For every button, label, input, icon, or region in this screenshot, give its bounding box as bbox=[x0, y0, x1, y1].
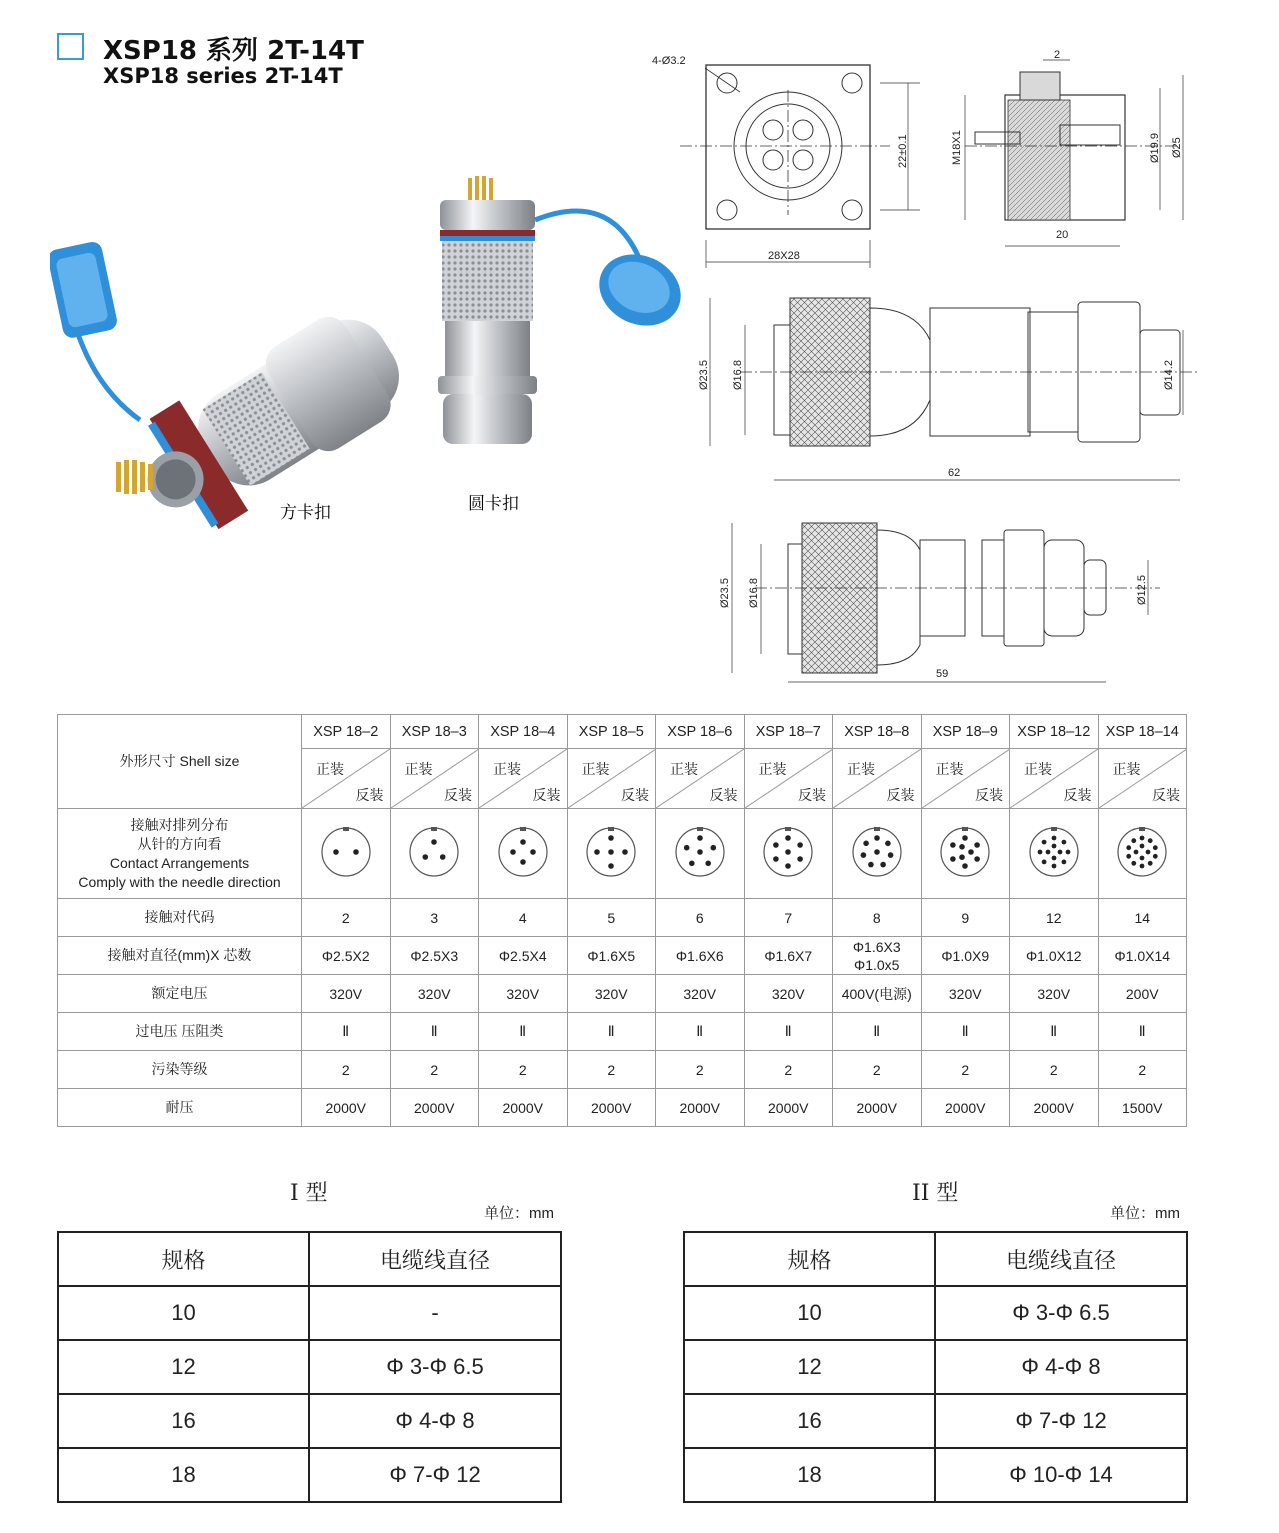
diameter-cell: Φ 4-Φ 8 bbox=[309, 1394, 561, 1448]
pin-layout-icon bbox=[408, 826, 460, 878]
pin-dot bbox=[1146, 850, 1151, 855]
pin-dot bbox=[1148, 861, 1153, 866]
pin-dot bbox=[622, 849, 628, 855]
diameter-cell: Φ1.6X6 bbox=[656, 937, 745, 975]
side-length-dim: 20 bbox=[1056, 229, 1069, 241]
withstand-cell: 2000V bbox=[302, 1089, 391, 1127]
pin-dot bbox=[1140, 836, 1145, 841]
mount-reverse: 反装 bbox=[709, 787, 738, 803]
mount-forward: 正装 bbox=[758, 761, 787, 777]
pin-dot bbox=[608, 835, 614, 841]
model-header: XSP 18–14 bbox=[1098, 715, 1187, 749]
pin-diagram-cell bbox=[921, 809, 1010, 899]
mount-forward: 正装 bbox=[316, 761, 344, 777]
mount-type-cell bbox=[479, 749, 568, 809]
voltage-cell: 320V bbox=[567, 975, 656, 1013]
mount-reverse: 反装 bbox=[975, 787, 1003, 803]
short-outer-dim: Ø23.5 bbox=[719, 578, 731, 608]
pin-dot bbox=[431, 839, 437, 845]
mount-forward: 正装 bbox=[670, 761, 698, 777]
arrangement-label-line: 从针的方向看 bbox=[137, 835, 222, 852]
pin-dot bbox=[689, 861, 695, 867]
pin-dot bbox=[1148, 838, 1153, 843]
withstand-cell: 2000V bbox=[479, 1089, 568, 1127]
type1-table bbox=[57, 1231, 562, 1503]
page-title-en: XSP18 series 2T-14T bbox=[103, 64, 343, 88]
mount-reverse: 反装 bbox=[532, 787, 561, 803]
pin-dot bbox=[950, 842, 956, 848]
pin-key bbox=[697, 827, 703, 831]
voltage-cell: 320V bbox=[1010, 975, 1099, 1013]
pin-dot bbox=[440, 854, 446, 860]
row-label-category: 过电压 压阻类 bbox=[58, 1013, 302, 1051]
pin-dot bbox=[1153, 845, 1158, 850]
diameter-cell: Φ 7-Φ 12 bbox=[309, 1448, 561, 1502]
model-header: XSP 18–4 bbox=[479, 715, 568, 749]
withstand-cell: 1500V bbox=[1098, 1089, 1187, 1127]
pin-diagram-cell bbox=[744, 809, 833, 899]
cable-diameter-header: 电缆线直径 bbox=[935, 1232, 1187, 1286]
mount-reverse: 反装 bbox=[1063, 787, 1092, 803]
diameter-cell: Φ 3-Φ 6.5 bbox=[309, 1340, 561, 1394]
diameter-line: Φ1.6X3 bbox=[852, 938, 901, 955]
pin-dot bbox=[1051, 836, 1056, 841]
pin-dot bbox=[608, 849, 614, 855]
long-outer-dim: Ø23.5 bbox=[698, 360, 710, 390]
pin-dot bbox=[1037, 850, 1042, 855]
pin-key bbox=[962, 827, 968, 831]
round-mount-label: 圆卡扣 bbox=[468, 494, 519, 514]
pin-dot bbox=[1065, 850, 1070, 855]
model-header: XSP 18–9 bbox=[921, 715, 1010, 749]
side-d2-dim: Ø25 bbox=[1171, 137, 1183, 158]
pin-dot bbox=[1045, 850, 1050, 855]
page-title-cn: XSP18 系列 2T-14T bbox=[103, 36, 364, 66]
title-checkbox-icon bbox=[57, 33, 84, 60]
withstand-cell: 2000V bbox=[833, 1089, 922, 1127]
pin-dot bbox=[874, 849, 880, 855]
mount-type-cell bbox=[833, 749, 922, 809]
category-cell: Ⅱ bbox=[479, 1013, 568, 1051]
arrangement-label bbox=[58, 809, 302, 899]
long-length-dim: 62 bbox=[948, 467, 961, 479]
arrangement-label-line: 接触对排列分布 bbox=[130, 816, 229, 833]
pin-dot bbox=[1134, 850, 1139, 855]
category-cell: Ⅱ bbox=[1010, 1013, 1099, 1051]
pin-dot bbox=[510, 849, 516, 855]
pin-dot bbox=[975, 842, 981, 848]
short-length-dim: 59 bbox=[936, 668, 949, 680]
pin-dot bbox=[1041, 860, 1046, 865]
pollution-cell: 2 bbox=[567, 1051, 656, 1089]
side-thread-dim: M18X1 bbox=[951, 130, 963, 165]
pin-key bbox=[874, 827, 880, 831]
short-inner-dim: Ø16.8 bbox=[748, 578, 760, 608]
pin-outline bbox=[410, 828, 458, 876]
pin-dot bbox=[333, 849, 339, 855]
pin-dot bbox=[1140, 864, 1145, 869]
pin-dot bbox=[1061, 860, 1066, 865]
diameter-cell: Φ1.0X14 bbox=[1098, 937, 1187, 975]
type1-unit: 单位：mm bbox=[484, 1205, 554, 1222]
pin-dot bbox=[785, 863, 791, 869]
pin-dot bbox=[863, 841, 869, 847]
pin-outline bbox=[322, 828, 370, 876]
front-width-dim: 28X28 bbox=[768, 250, 800, 262]
pin-dot bbox=[353, 849, 359, 855]
type2-unit: 单位：mm bbox=[1110, 1205, 1180, 1222]
pin-dot bbox=[1140, 844, 1145, 849]
pin-dot bbox=[697, 835, 703, 841]
front-holes-dim: 4-Ø3.2 bbox=[652, 55, 686, 67]
mount-forward: 正装 bbox=[493, 761, 521, 777]
pin-key bbox=[785, 827, 791, 831]
pin-dot bbox=[785, 849, 791, 855]
pin-dot bbox=[608, 863, 614, 869]
mount-reverse: 反装 bbox=[886, 787, 915, 803]
code-cell: 12 bbox=[1010, 899, 1099, 937]
pin-dot bbox=[1127, 845, 1132, 850]
pollution-cell: 2 bbox=[390, 1051, 479, 1089]
pin-dot bbox=[1051, 864, 1056, 869]
arrangement-label-line: Contact Arrangements bbox=[109, 854, 250, 871]
size-cell: 18 bbox=[684, 1448, 935, 1502]
pin-layout-icon bbox=[939, 826, 991, 878]
withstand-cell: 2000V bbox=[744, 1089, 833, 1127]
long-plug-drawing bbox=[710, 298, 1200, 480]
category-cell: Ⅱ bbox=[302, 1013, 391, 1051]
voltage-cell: 320V bbox=[302, 975, 391, 1013]
mount-type-cell bbox=[1010, 749, 1099, 809]
spec-header: 规格 bbox=[58, 1232, 309, 1286]
mount-forward: 正装 bbox=[1024, 761, 1052, 777]
type2-table bbox=[683, 1231, 1188, 1503]
row-label-voltage: 额定电压 bbox=[58, 975, 302, 1013]
pollution-cell: 2 bbox=[302, 1051, 391, 1089]
pin-diagram-cell bbox=[833, 809, 922, 899]
pin-key bbox=[1051, 827, 1057, 831]
diameter-cell: Φ 7-Φ 12 bbox=[935, 1394, 1187, 1448]
diameter-cell: Φ 3-Φ 6.5 bbox=[935, 1286, 1187, 1340]
pin-layout-icon bbox=[762, 826, 814, 878]
mount-reverse: 反装 bbox=[355, 787, 384, 803]
pin-dot bbox=[1153, 854, 1158, 859]
mount-reverse: 反装 bbox=[1152, 787, 1180, 803]
voltage-cell: 200V bbox=[1098, 975, 1187, 1013]
pin-dot bbox=[773, 856, 779, 862]
code-cell: 7 bbox=[744, 899, 833, 937]
cable-diameter-header: 电缆线直径 bbox=[309, 1232, 561, 1286]
pin-dot bbox=[962, 863, 968, 869]
diameter-cell: Φ1.6X5 bbox=[567, 937, 656, 975]
spec-table bbox=[57, 714, 1187, 1127]
category-cell: Ⅱ bbox=[567, 1013, 656, 1051]
pin-dot bbox=[710, 845, 716, 851]
pin-diagram-cell bbox=[479, 809, 568, 899]
voltage-cell: 320V bbox=[479, 975, 568, 1013]
mount-reverse: 反装 bbox=[444, 787, 472, 803]
code-cell: 2 bbox=[302, 899, 391, 937]
pin-key bbox=[431, 827, 437, 831]
code-cell: 14 bbox=[1098, 899, 1187, 937]
voltage-cell: 320V bbox=[656, 975, 745, 1013]
voltage-cell: 320V bbox=[744, 975, 833, 1013]
front-view-drawing bbox=[680, 65, 920, 268]
pin-layout-icon bbox=[674, 826, 726, 878]
pin-dot bbox=[959, 854, 965, 860]
long-cable-dim: Ø14.2 bbox=[1163, 360, 1175, 390]
pin-dot bbox=[874, 835, 880, 841]
model-header: XSP 18–5 bbox=[567, 715, 656, 749]
pin-key bbox=[608, 827, 614, 831]
product-photos bbox=[50, 170, 690, 530]
row-label-code: 接触对代码 bbox=[58, 899, 302, 937]
square-flange-connector-image bbox=[50, 240, 422, 530]
short-cable-dim: Ø12.5 bbox=[1136, 575, 1148, 605]
code-cell: 8 bbox=[833, 899, 922, 937]
spec-header: 规格 bbox=[684, 1232, 935, 1286]
mount-forward: 正装 bbox=[581, 761, 610, 777]
mount-type-cell bbox=[744, 749, 833, 809]
pin-dot bbox=[530, 849, 536, 855]
withstand-cell: 2000V bbox=[567, 1089, 656, 1127]
pollution-cell: 2 bbox=[833, 1051, 922, 1089]
code-cell: 4 bbox=[479, 899, 568, 937]
mount-forward: 正装 bbox=[935, 761, 964, 777]
pin-dot bbox=[594, 849, 600, 855]
mount-type-cell bbox=[1098, 749, 1187, 809]
pin-dot bbox=[1061, 840, 1066, 845]
pin-layout-icon bbox=[585, 826, 637, 878]
pin-layout-icon bbox=[851, 826, 903, 878]
diameter-cell bbox=[833, 937, 922, 975]
pin-dot bbox=[1140, 856, 1145, 861]
pin-dot bbox=[773, 842, 779, 848]
model-header: XSP 18–6 bbox=[656, 715, 745, 749]
pin-outline bbox=[499, 828, 547, 876]
mount-type-cell bbox=[656, 749, 745, 809]
pin-dot bbox=[520, 839, 526, 845]
code-cell: 9 bbox=[921, 899, 1010, 937]
square-mount-label: 方卡扣 bbox=[280, 503, 331, 523]
type1-title: I 型 bbox=[290, 1181, 328, 1206]
pin-key bbox=[1139, 827, 1145, 831]
pin-layout-icon bbox=[497, 826, 549, 878]
diameter-cell: - bbox=[309, 1286, 561, 1340]
front-height-dim: 22±0.1 bbox=[897, 134, 909, 168]
size-cell: 16 bbox=[58, 1394, 309, 1448]
diameter-cell: Φ1.0X12 bbox=[1010, 937, 1099, 975]
model-header: XSP 18–3 bbox=[390, 715, 479, 749]
row-label-withstand: 耐压 bbox=[58, 1089, 302, 1127]
code-cell: 6 bbox=[656, 899, 745, 937]
model-header: XSP 18–12 bbox=[1010, 715, 1099, 749]
withstand-cell: 2000V bbox=[390, 1089, 479, 1127]
pin-diagram-cell bbox=[1010, 809, 1099, 899]
size-cell: 16 bbox=[684, 1394, 935, 1448]
pin-outline bbox=[1118, 828, 1166, 876]
pin-dot bbox=[885, 841, 891, 847]
code-cell: 5 bbox=[567, 899, 656, 937]
pin-key bbox=[343, 827, 349, 831]
voltage-cell: 320V bbox=[921, 975, 1010, 1013]
model-header: XSP 18–8 bbox=[833, 715, 922, 749]
diameter-cell: Φ2.5X2 bbox=[302, 937, 391, 975]
withstand-cell: 2000V bbox=[1010, 1089, 1099, 1127]
type2-title: II 型 bbox=[912, 1181, 959, 1206]
diameter-cell: Φ 10-Φ 14 bbox=[935, 1448, 1187, 1502]
mount-forward: 正装 bbox=[1112, 761, 1141, 777]
size-cell: 10 bbox=[58, 1286, 309, 1340]
pin-layout-icon bbox=[320, 826, 372, 878]
diameter-cell: Φ2.5X4 bbox=[479, 937, 568, 975]
model-header: XSP 18–7 bbox=[744, 715, 833, 749]
mount-type-cell bbox=[921, 749, 1010, 809]
pin-dot bbox=[959, 844, 965, 850]
category-cell: Ⅱ bbox=[656, 1013, 745, 1051]
pin-diagram-cell bbox=[567, 809, 656, 899]
mount-forward: 正装 bbox=[847, 761, 875, 777]
side-top-dim: 2 bbox=[1054, 49, 1061, 61]
pin-dot bbox=[1041, 840, 1046, 845]
technical-drawings bbox=[640, 40, 1200, 700]
pollution-cell: 2 bbox=[921, 1051, 1010, 1089]
category-cell: Ⅱ bbox=[921, 1013, 1010, 1051]
pin-dot bbox=[880, 862, 886, 868]
code-cell: 3 bbox=[390, 899, 479, 937]
diameter-cell: Φ1.6X7 bbox=[744, 937, 833, 975]
diameter-cell: Φ2.5X3 bbox=[390, 937, 479, 975]
withstand-cell: 2000V bbox=[921, 1089, 1010, 1127]
voltage-cell: 320V bbox=[390, 975, 479, 1013]
row-label-diameter: 接触对直径(mm)X 芯数 bbox=[58, 937, 302, 975]
pin-dot bbox=[684, 845, 690, 851]
mount-forward: 正装 bbox=[404, 761, 433, 777]
mount-reverse: 反装 bbox=[621, 787, 649, 803]
mount-type-cell bbox=[567, 749, 656, 809]
diameter-line: Φ1.0x5 bbox=[854, 956, 900, 973]
pin-dot bbox=[697, 849, 703, 855]
category-cell: Ⅱ bbox=[744, 1013, 833, 1051]
pollution-cell: 2 bbox=[479, 1051, 568, 1089]
category-cell: Ⅱ bbox=[833, 1013, 922, 1051]
pin-dot bbox=[1132, 838, 1137, 843]
mount-type-cell bbox=[302, 749, 391, 809]
pollution-cell: 2 bbox=[656, 1051, 745, 1089]
pin-dot bbox=[785, 835, 791, 841]
pin-dot bbox=[975, 856, 981, 862]
row-label-pollution: 污染等级 bbox=[58, 1051, 302, 1089]
pin-dot bbox=[1127, 854, 1132, 859]
pin-dot bbox=[950, 856, 956, 862]
pin-dot bbox=[868, 862, 874, 868]
pin-diagram-cell bbox=[656, 809, 745, 899]
pin-layout-icon bbox=[1116, 826, 1168, 878]
pollution-cell: 2 bbox=[1098, 1051, 1187, 1089]
voltage-cell: 400V(电源) bbox=[833, 975, 922, 1013]
pin-dot bbox=[968, 849, 974, 855]
diameter-cell: Φ 4-Φ 8 bbox=[935, 1340, 1187, 1394]
size-cell: 18 bbox=[58, 1448, 309, 1502]
category-cell: Ⅱ bbox=[390, 1013, 479, 1051]
size-cell: 12 bbox=[684, 1340, 935, 1394]
pin-dot bbox=[1051, 844, 1056, 849]
size-cell: 12 bbox=[58, 1340, 309, 1394]
pin-dot bbox=[798, 842, 804, 848]
long-inner-dim: Ø16.8 bbox=[732, 360, 744, 390]
shell-size-label: 外形尺寸 Shell size bbox=[58, 715, 302, 809]
pin-dot bbox=[423, 854, 429, 860]
withstand-cell: 2000V bbox=[656, 1089, 745, 1127]
pin-dot bbox=[1132, 861, 1137, 866]
category-cell: Ⅱ bbox=[1098, 1013, 1187, 1051]
mount-type-cell bbox=[390, 749, 479, 809]
pin-outline bbox=[1030, 828, 1078, 876]
pin-dot bbox=[520, 859, 526, 865]
pollution-cell: 2 bbox=[744, 1051, 833, 1089]
diameter-cell: Φ1.0X9 bbox=[921, 937, 1010, 975]
pin-diagram-cell bbox=[390, 809, 479, 899]
pollution-cell: 2 bbox=[1010, 1051, 1099, 1089]
pin-diagram-cell bbox=[1098, 809, 1187, 899]
pin-key bbox=[520, 827, 526, 831]
arrangement-label-line: Comply with the needle direction bbox=[78, 873, 281, 890]
pin-dot bbox=[860, 852, 866, 858]
pin-dot bbox=[705, 861, 711, 867]
short-plug-drawing bbox=[732, 523, 1160, 682]
pin-dot bbox=[1057, 850, 1062, 855]
size-cell: 10 bbox=[684, 1286, 935, 1340]
pin-dot bbox=[798, 856, 804, 862]
pin-diagram-cell bbox=[302, 809, 391, 899]
side-d1-dim: Ø19.9 bbox=[1149, 133, 1161, 163]
pin-layout-icon bbox=[1028, 826, 1080, 878]
model-header: XSP 18–2 bbox=[302, 715, 391, 749]
mount-reverse: 反装 bbox=[798, 787, 826, 803]
pin-dot bbox=[1051, 856, 1056, 861]
pin-dot bbox=[962, 835, 968, 841]
pin-dot bbox=[888, 852, 894, 858]
